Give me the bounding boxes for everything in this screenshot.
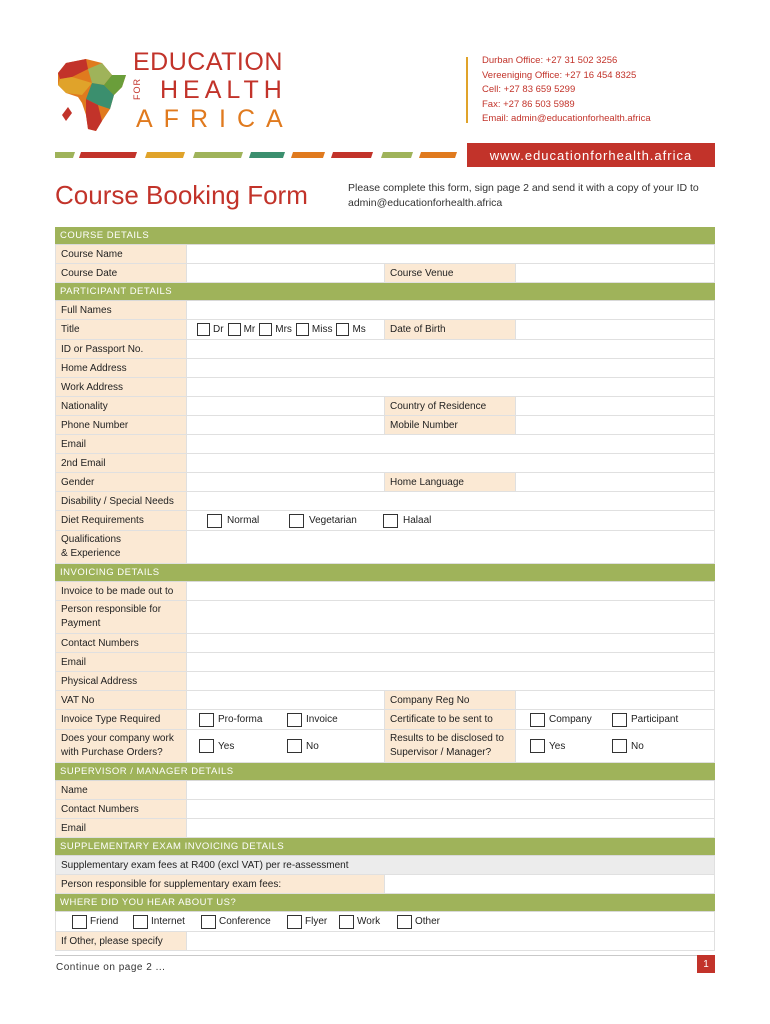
- label-purchase-orders: Does your company work with Purchase Orders?: [55, 730, 187, 762]
- option-flyer[interactable]: Flyer: [287, 915, 335, 929]
- contact-email: Email: admin@educationforhealth.africa: [482, 113, 651, 125]
- decorative-stripes: [55, 150, 467, 160]
- section-invoicing-details: INVOICING DETAILS: [55, 564, 715, 582]
- label-supp-person: Person responsible for supplementary exam fees:: [55, 875, 385, 893]
- po-options: [187, 730, 385, 762]
- africa-map-logo: [52, 55, 132, 135]
- page-number: 1: [697, 955, 715, 973]
- label-title: Title: [55, 320, 187, 339]
- row-email: [55, 435, 715, 454]
- website-banner[interactable]: www.educationforhealth.africa: [467, 143, 715, 167]
- checkbox-invoice[interactable]: [287, 713, 302, 727]
- input-invoice-email[interactable]: [187, 653, 715, 671]
- label-diet: Diet Requirements: [55, 511, 187, 530]
- input-phone-number[interactable]: [187, 416, 385, 434]
- option-mrs[interactable]: Mrs: [259, 323, 292, 336]
- row-qualifications: [55, 531, 715, 564]
- intro-text: Please complete this form, sign page 2 and send it with a copy of your ID to admin@educationforhealth.africa: [348, 182, 699, 209]
- input-nationality[interactable]: [187, 397, 385, 415]
- option-other[interactable]: Other: [397, 915, 440, 929]
- row-full-names: [55, 301, 715, 320]
- option-work[interactable]: Work: [339, 915, 393, 929]
- row-supervisor-email: [55, 819, 715, 838]
- footer-divider: [55, 955, 715, 956]
- row-disability: [55, 492, 715, 511]
- option-halaal[interactable]: Halaal: [383, 514, 431, 528]
- row-vat: [55, 691, 715, 710]
- input-gender[interactable]: [187, 473, 385, 491]
- input-second-email[interactable]: [187, 454, 715, 472]
- input-physical-address[interactable]: [187, 672, 715, 690]
- input-supp-person[interactable]: [385, 875, 715, 893]
- option-mr[interactable]: Mr: [228, 323, 256, 336]
- brand-line-africa: AFRICA: [136, 105, 294, 133]
- label-full-names: Full Names: [55, 301, 187, 319]
- row-supp-fees: [55, 856, 715, 875]
- option-results-no[interactable]: No: [612, 739, 644, 753]
- label-home-language: Home Language: [385, 473, 516, 491]
- brand-for: FOR: [132, 78, 142, 100]
- checkbox-dr[interactable]: [197, 323, 210, 336]
- label-invoice-email: Email: [55, 653, 187, 671]
- input-qualifications[interactable]: [187, 531, 715, 563]
- diet-options: [187, 511, 715, 530]
- label-company-reg: Company Reg No: [385, 691, 516, 709]
- input-country-of-residence[interactable]: [516, 397, 715, 415]
- input-company-reg[interactable]: [516, 691, 715, 709]
- label-course-name: Course Name: [55, 245, 187, 263]
- input-full-names[interactable]: [187, 301, 715, 319]
- row-title: [55, 320, 715, 340]
- checkbox-results-yes[interactable]: [530, 739, 545, 753]
- label-invoice-to: Invoice to be made out to: [55, 582, 187, 600]
- option-dr[interactable]: Dr: [197, 323, 224, 336]
- label-results-disclosed: Results to be disclosed to Supervisor / Manager?: [385, 730, 516, 762]
- label-supervisor-contact: Contact Numbers: [55, 800, 187, 818]
- row-id: [55, 340, 715, 359]
- checkbox-vegetarian[interactable]: [289, 514, 304, 528]
- page-title: Course Booking Form: [55, 180, 308, 210]
- option-normal[interactable]: Normal: [207, 514, 285, 528]
- row-supp-person: [55, 875, 715, 894]
- option-pro-forma[interactable]: Pro-forma: [199, 713, 283, 727]
- checkbox-ms[interactable]: [336, 323, 349, 336]
- label-supervisor-name: Name: [55, 781, 187, 799]
- checkbox-mrs[interactable]: [259, 323, 272, 336]
- supplementary-fees-note: Supplementary exam fees at R400 (excl VAT) per re-assessment: [55, 856, 715, 874]
- input-vat-no[interactable]: [187, 691, 385, 709]
- continue-note: Continue on page 2 ...: [56, 962, 166, 973]
- row-gender: [55, 473, 715, 492]
- input-id-passport[interactable]: [187, 340, 715, 358]
- checkbox-halaal[interactable]: [383, 514, 398, 528]
- label-date-of-birth: Date of Birth: [385, 320, 516, 339]
- checkbox-other[interactable]: [397, 915, 412, 929]
- option-ms[interactable]: Ms: [336, 323, 365, 336]
- label-course-venue: Course Venue: [385, 264, 516, 282]
- label-invoice-type: Invoice Type Required: [55, 710, 187, 729]
- label-work-address: Work Address: [55, 378, 187, 396]
- row-supervisor-name: [55, 781, 715, 800]
- label-second-email: 2nd Email: [55, 454, 187, 472]
- option-invoice[interactable]: Invoice: [287, 713, 338, 727]
- option-results-yes[interactable]: Yes: [530, 739, 608, 753]
- row-phone: [55, 416, 715, 435]
- checkbox-participant[interactable]: [612, 713, 627, 727]
- row-home-address: [55, 359, 715, 378]
- label-certificate: Certificate to be sent to: [385, 710, 516, 729]
- label-person-responsible: Person responsible for Payment: [55, 601, 187, 633]
- input-course-date[interactable]: [187, 264, 385, 282]
- option-participant[interactable]: Participant: [612, 713, 678, 727]
- checkbox-company[interactable]: [530, 713, 545, 727]
- row-invoice-email: [55, 653, 715, 672]
- label-qualifications: Qualifications & Experience: [55, 531, 187, 563]
- label-phone-number: Phone Number: [55, 416, 187, 434]
- input-date-of-birth[interactable]: [516, 320, 715, 339]
- option-vegetarian[interactable]: Vegetarian: [289, 514, 379, 528]
- checkbox-miss[interactable]: [296, 323, 309, 336]
- checkbox-results-no[interactable]: [612, 739, 627, 753]
- checkbox-po-no[interactable]: [287, 739, 302, 753]
- section-supplementary-details: SUPPLEMENTARY EXAM INVOICING DETAILS: [55, 838, 715, 856]
- input-supervisor-contact[interactable]: [187, 800, 715, 818]
- label-email: Email: [55, 435, 187, 453]
- row-other-specify: [55, 932, 715, 951]
- row-diet: [55, 511, 715, 531]
- checkbox-conference[interactable]: [201, 915, 216, 929]
- label-course-date: Course Date: [55, 264, 187, 282]
- section-participant-details: PARTICIPANT DETAILS: [55, 283, 715, 301]
- input-supervisor-name[interactable]: [187, 781, 715, 799]
- certificate-options: [516, 710, 715, 729]
- row-invoice-to: [55, 582, 715, 601]
- row-course-name: [55, 245, 715, 264]
- option-friend[interactable]: Friend: [72, 915, 129, 929]
- input-home-address[interactable]: [187, 359, 715, 377]
- booking-form-table: [55, 227, 715, 951]
- section-where-heard: WHERE DID YOU HEAR ABOUT US?: [55, 894, 715, 912]
- row-email2: [55, 454, 715, 473]
- checkbox-normal[interactable]: [207, 514, 222, 528]
- input-course-name[interactable]: [187, 245, 715, 263]
- label-home-address: Home Address: [55, 359, 187, 377]
- brand-wordmark: [133, 48, 293, 138]
- input-work-address[interactable]: [187, 378, 715, 396]
- input-course-venue[interactable]: [516, 264, 715, 282]
- row-invoice-type: [55, 710, 715, 730]
- row-work-address: [55, 378, 715, 397]
- checkbox-flyer[interactable]: [287, 915, 302, 929]
- option-miss[interactable]: Miss: [296, 323, 333, 336]
- contact-vereeniging: Vereeniging Office: +27 16 454 8325: [482, 69, 637, 81]
- row-purchase-orders: [55, 730, 715, 763]
- label-vat-no: VAT No: [55, 691, 187, 709]
- brand-line-health: HEALTH: [160, 76, 287, 104]
- option-po-yes[interactable]: Yes: [199, 739, 283, 753]
- row-course-date: [55, 264, 715, 283]
- contact-fax: Fax: +27 86 503 5989: [482, 98, 575, 110]
- input-mobile-number[interactable]: [516, 416, 715, 434]
- checkbox-mr[interactable]: [228, 323, 241, 336]
- title-options: [187, 320, 385, 339]
- row-nationality: [55, 397, 715, 416]
- input-email[interactable]: [187, 435, 715, 453]
- label-nationality: Nationality: [55, 397, 187, 415]
- checkbox-pro-forma[interactable]: [199, 713, 214, 727]
- label-other-specify: If Other, please specify: [55, 932, 187, 950]
- brand-line-education: EDUCATION: [133, 48, 283, 76]
- label-disability: Disability / Special Needs: [55, 492, 187, 510]
- label-gender: Gender: [55, 473, 187, 491]
- option-company[interactable]: Company: [530, 713, 608, 727]
- row-contact-numbers: [55, 634, 715, 653]
- contact-cell: Cell: +27 83 659 5299: [482, 84, 576, 96]
- checkbox-work[interactable]: [339, 915, 354, 929]
- label-contact-numbers: Contact Numbers: [55, 634, 187, 652]
- label-mobile-number: Mobile Number: [385, 416, 516, 434]
- label-physical-address: Physical Address: [55, 672, 187, 690]
- hear-options: [55, 912, 715, 931]
- input-supervisor-email[interactable]: [187, 819, 715, 837]
- contact-block: [482, 54, 651, 127]
- checkbox-po-yes[interactable]: [199, 739, 214, 753]
- invoice-type-options: [187, 710, 385, 729]
- input-contact-numbers[interactable]: [187, 634, 715, 652]
- label-supervisor-email: Email: [55, 819, 187, 837]
- input-disability[interactable]: [187, 492, 715, 510]
- header-divider: [466, 57, 468, 123]
- input-home-language[interactable]: [516, 473, 715, 491]
- label-id-passport: ID or Passport No.: [55, 340, 187, 358]
- row-hear-options: [55, 912, 715, 932]
- section-course-details: COURSE DETAILS: [55, 227, 715, 245]
- input-invoice-to[interactable]: [187, 582, 715, 600]
- row-person-responsible: [55, 601, 715, 634]
- row-physical-address: [55, 672, 715, 691]
- option-po-no[interactable]: No: [287, 739, 319, 753]
- results-options: [516, 730, 715, 762]
- option-conference[interactable]: Conference: [201, 915, 283, 929]
- input-person-responsible[interactable]: [187, 601, 715, 633]
- row-supervisor-contact: [55, 800, 715, 819]
- option-internet[interactable]: Internet: [133, 915, 197, 929]
- section-supervisor-details: SUPERVISOR / MANAGER DETAILS: [55, 763, 715, 781]
- label-country-of-residence: Country of Residence: [385, 397, 516, 415]
- checkbox-internet[interactable]: [133, 915, 148, 929]
- contact-durban: Durban Office: +27 31 502 3256: [482, 55, 618, 66]
- input-other-specify[interactable]: [187, 932, 715, 950]
- checkbox-friend[interactable]: [72, 915, 87, 929]
